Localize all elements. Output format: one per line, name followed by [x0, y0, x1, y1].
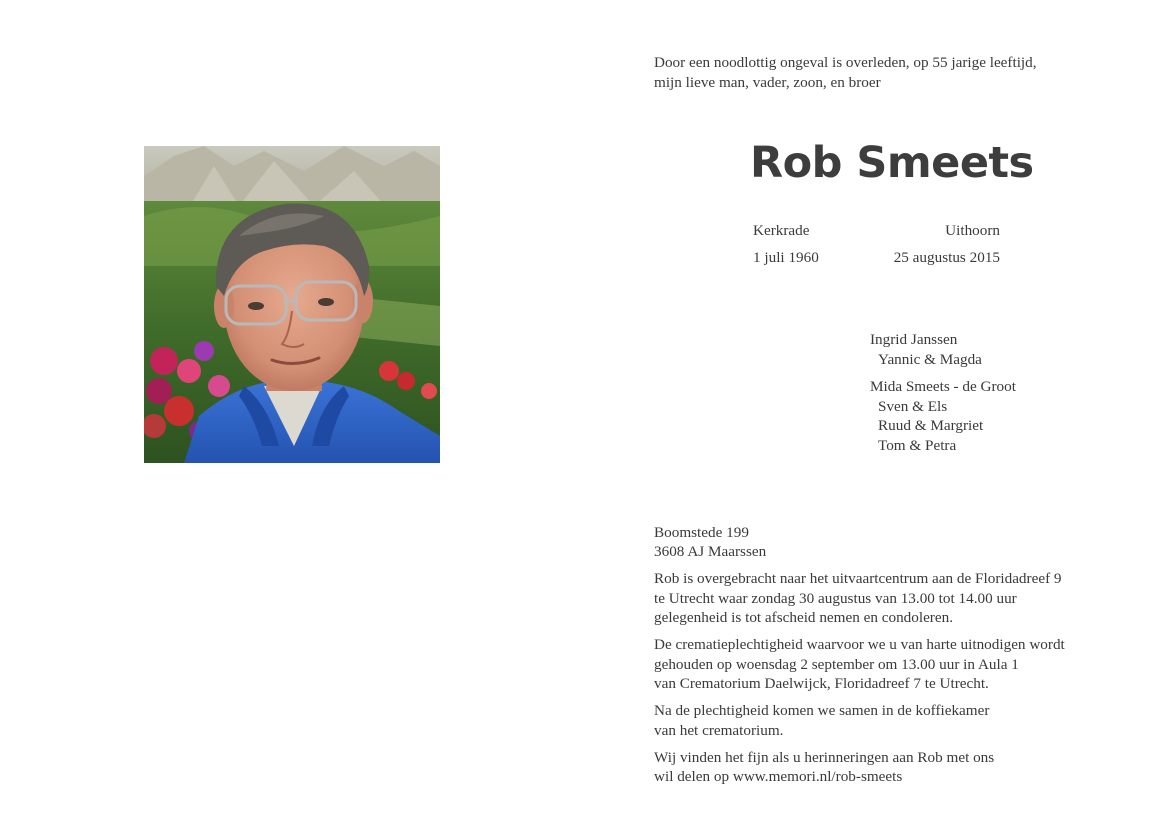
death-place: Uithoorn: [945, 222, 1000, 239]
family-list: [870, 330, 1110, 463]
paragraph-line: Na de plechtigheid komen we samen in de koffiekamer: [654, 702, 990, 719]
paragraph-line: Rob is overgebracht naar het uitvaartcentrum aan de Floridadreef 9: [654, 570, 1062, 587]
family-group: [870, 377, 1110, 455]
death-date: 25 augustus 2015: [893, 249, 1000, 266]
dates-row: [753, 248, 1000, 275]
address-city: 3608 AJ Maarssen: [654, 543, 767, 560]
birth-place: Kerkrade: [753, 222, 810, 239]
paragraph-line: van Crematorium Daelwijck, Floridadreef 7 te Utrecht.: [654, 675, 989, 692]
life-dates: [753, 221, 1000, 275]
intro-line-1: Door een noodlottig ongeval is overleden, op 55 jarige leeftijd,: [654, 54, 1037, 71]
intro-text: [654, 53, 1094, 92]
paragraph-line: te Utrecht waar zondag 30 augustus van 13.00 tot 14.00 uur: [654, 589, 1017, 607]
family-member: Ingrid Janssen: [870, 331, 958, 348]
family-member: Tom & Petra: [878, 436, 957, 454]
deceased-name: Rob Smeets: [750, 138, 1034, 188]
paragraph-line: gehouden op woensdag 2 september om 13.00 uur in Aula 1: [654, 655, 1019, 673]
family-member: Ruud & Margriet: [878, 417, 984, 434]
family-group: [870, 330, 1110, 369]
places-row: [753, 221, 1000, 248]
paragraph-line: gelegenheid is tot afscheid nemen en condoleren.: [654, 609, 953, 626]
paragraph-line: wil delen op www.memori.nl/rob-smeets: [654, 768, 903, 785]
paragraph-line: De crematieplechtigheid waarvoor we u van harte uitnodigen wordt: [654, 636, 1065, 653]
intro-line-2: mijn lieve man, vader, zoon, en broer: [654, 73, 881, 91]
family-member: Sven & Els: [878, 397, 948, 415]
paragraph-line: van het crematorium.: [654, 721, 784, 739]
family-member: Yannic & Magda: [878, 350, 982, 368]
address-street: Boomstede 199: [654, 523, 749, 541]
family-member: Mida Smeets - de Groot: [870, 378, 1016, 395]
paragraph-line: Wij vinden het fijn als u herinneringen aan Rob met ons: [654, 748, 995, 766]
birth-date: 1 juli 1960: [753, 249, 819, 266]
details-block: [654, 515, 1124, 794]
portrait-photo: [144, 146, 440, 463]
